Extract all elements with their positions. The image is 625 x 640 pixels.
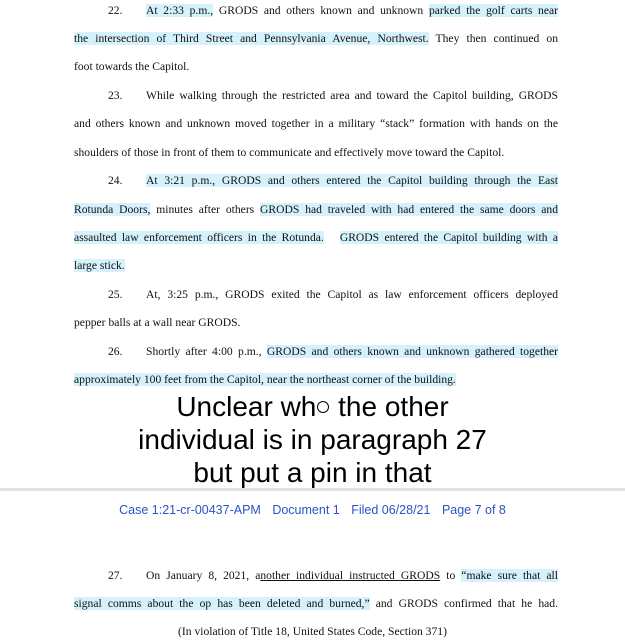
paragraph-number: 23. bbox=[108, 89, 123, 102]
paragraph-22-line-1: 22. At 2:33 p.m., GRODS and others known and unknown parked the golf carts near bbox=[108, 4, 558, 17]
paragraph-27-line-1: 27. On January 8, 2021, another individual instructed GRODS to “make sure that all bbox=[108, 569, 558, 582]
paragraph-24-line-4 bbox=[74, 258, 558, 274]
case-number: Case 1:21-cr-00437-APM bbox=[119, 503, 261, 517]
paragraph-24-line-1 bbox=[108, 173, 558, 189]
paragraph-number: 27. bbox=[108, 569, 123, 582]
highlight: GRODS and others known and unknown gathered together bbox=[266, 345, 558, 358]
paragraph-25-line-2: pepper balls at a wall near GRODS. bbox=[74, 316, 241, 329]
paragraph-23-line-1: 23. While walking through the restricted area and toward the Capitol building, GRODS bbox=[108, 89, 558, 102]
paragraph-26-line-2 bbox=[74, 372, 558, 388]
highlight: “make sure that all bbox=[461, 569, 558, 582]
paragraph-26-line-1: 26. Shortly after 4:00 p.m., GRODS and others known and unknown gathered together bbox=[108, 345, 558, 358]
caption-line-2: individual is in paragraph 27 bbox=[138, 424, 487, 455]
caption-line-1: Unclear wh the other bbox=[176, 391, 449, 422]
case-header bbox=[0, 503, 625, 517]
caption-line-3: but put a pin in that bbox=[193, 457, 432, 488]
underline: nother individual instructed GRODS bbox=[260, 569, 441, 582]
highlight: signal comms about the op has been deleted and burned,” bbox=[74, 597, 370, 610]
highlight: parked the golf carts near bbox=[428, 4, 558, 17]
cursor-icon bbox=[317, 401, 329, 413]
highlight: large stick. bbox=[74, 259, 125, 272]
paragraph-23-line-3: shoulders of those in front of them to communicate and effectively move toward the Capitol. bbox=[74, 146, 505, 159]
filed-date: Filed 06/28/21 bbox=[351, 503, 431, 517]
highlight: the intersection of Third Street and Pennsylvania Avenue, Northwest. bbox=[74, 32, 429, 45]
paragraph-number: 24. bbox=[108, 174, 123, 187]
highlight: GRODS had traveled with had entered the same doors and bbox=[260, 203, 558, 216]
paragraph-number: 22. bbox=[108, 4, 123, 17]
highlight: Rotunda Doors, bbox=[74, 203, 151, 216]
paragraph-24-line-3 bbox=[74, 230, 558, 246]
highlight: approximately 100 feet from the Capitol, near the northeast corner of the building. bbox=[74, 373, 456, 386]
paragraph-23-line-2: and others known and unknown moved together in a military “stack” formation with hands on the bbox=[74, 117, 558, 130]
paragraph-24-line-2: Rotunda Doors, minutes after others GRODS had traveled with had entered the same doors and bbox=[74, 203, 558, 216]
highlight: At 2:33 p.m., bbox=[146, 4, 214, 17]
paragraph-22-line-3: foot towards the Capitol. bbox=[74, 60, 190, 73]
paragraph-number: 26. bbox=[108, 345, 123, 358]
highlight: GRODS entered the Capitol building with a bbox=[339, 231, 558, 244]
highlight: assaulted law enforcement officers in the Rotunda. bbox=[74, 231, 324, 244]
highlight: At 3:21 p.m., GRODS and others entered the Capitol building through the East bbox=[146, 174, 558, 187]
page-divider bbox=[0, 488, 625, 491]
violation-statement: (In violation of Title 18, United States Code, Section 371) bbox=[178, 625, 447, 638]
page-number: Page 7 of 8 bbox=[441, 503, 506, 517]
paragraph-22-line-2: the intersection of Third Street and Pennsylvania Avenue, Northwest. They then continued on bbox=[74, 32, 558, 45]
paragraph-number: 25. bbox=[108, 288, 123, 301]
document-number: Document 1 bbox=[272, 503, 340, 517]
paragraph-25-line-1: 25. At, 3:25 p.m., GRODS exited the Capitol as law enforcement officers deployed bbox=[108, 288, 558, 301]
paragraph-27-line-2: signal comms about the op has been deleted and burned,” and GRODS confirmed that he had. bbox=[74, 597, 558, 610]
